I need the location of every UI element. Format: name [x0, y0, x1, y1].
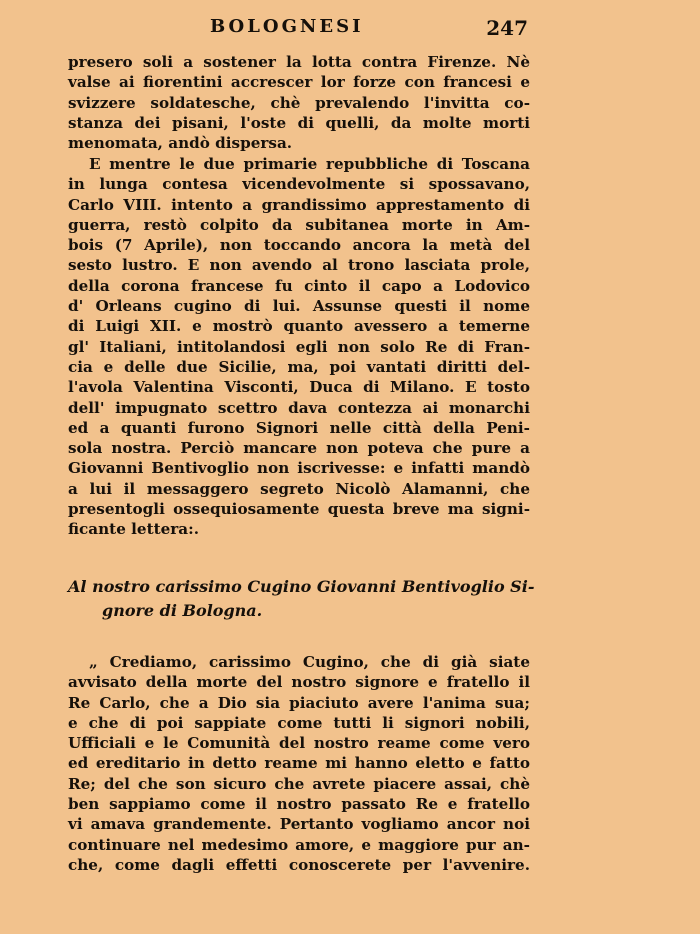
text-line: in lunga contesa vicendevolmente si spossavano, — [68, 175, 530, 194]
text-line: bois (7 Aprile), non toccando ancora la metà del — [68, 236, 530, 255]
text-line: ed ereditario in detto reame mi hanno eletto e fatto — [68, 754, 530, 773]
text-line: che, come dagli effetti conoscerete per l'avvenire. — [68, 855, 530, 874]
text-line: gl' Italiani, intitolandosi egli non solo Re di Fran- — [68, 337, 530, 356]
text-line: „ Crediamo, carissimo Cugino, che di già siate — [89, 653, 530, 671]
text-line: menomata, andò dispersa. — [68, 134, 293, 153]
text-line: guerra, restò colpito da subitanea morte in Am- — [68, 215, 530, 234]
text-line: valse ai fiorentini accrescer lor forze con francesi e — [68, 73, 530, 92]
text-line: Re Carlo, che a Dio sia piaciuto avere l'anima sua; — [68, 693, 530, 712]
text-line: l'avola Valentina Visconti, Duca di Milano. E tosto — [68, 378, 530, 397]
text-line: presero soli a sostener la lotta contra Firenze. Nè — [68, 53, 530, 71]
letter-heading-line: Al nostro carissimo Cugino Giovanni Bentivoglio Si- — [68, 577, 535, 596]
text-line: a lui il messaggero segreto Nicolò Alamanni, che — [68, 479, 530, 498]
letter-body — [68, 652, 530, 875]
text-line: Carlo VIII. intento a grandissimo apprestamento di — [68, 195, 530, 214]
text-line: Giovanni Bentivoglio non iscrivesse: e infatti mandò — [68, 459, 530, 478]
text-line: della corona francese fu cinto il capo a Lodovico — [68, 276, 530, 295]
paragraph-continued — [68, 52, 530, 153]
text-line: svizzere soldatesche, chè prevalendo l'invitta co- — [68, 93, 530, 112]
text-line: E mentre le due primarie repubbliche di Toscana — [89, 155, 530, 173]
text-line: sesto lustro. E non avendo al trono lasciata prole, — [68, 256, 530, 275]
text-line: continuare nel medesimo amore, e maggiore pur an- — [68, 835, 530, 854]
text-line: vi amava grandemente. Pertanto vogliamo ancor noi — [68, 815, 530, 834]
text-line: sola nostra. Perciò mancare non poteva che pure a — [68, 439, 530, 458]
text-line: ed a quanti furono Signori nelle città della Peni- — [68, 418, 530, 437]
text-line: di Luigi XII. e mostrò quanto avessero a temerne — [68, 317, 530, 336]
text-line: Re; del che son sicuro che avrete piacere assai, chè — [68, 774, 530, 793]
text-line: stanza dei pisani, l'oste di quelli, da molte morti — [68, 113, 530, 132]
text-line: dell' impugnato scettro dava contezza ai monarchi — [68, 398, 530, 417]
text-line: Ufficiali e le Comunità del nostro reame come vero — [68, 734, 530, 753]
text-line: ficante lettera:. — [68, 520, 199, 539]
text-line: avvisato della morte del nostro signore e fratello il — [68, 673, 530, 692]
text-line: presentogli ossequiosamente questa breve ma signi- — [68, 500, 530, 519]
running-head — [68, 16, 528, 42]
letter-heading-line: gnore di Bologna. — [102, 601, 263, 620]
text-line: d' Orleans cugino di lui. Assunse questi il nome — [68, 297, 530, 316]
text-line: cia e delle due Sicilie, ma, poi vantati diritti del- — [68, 357, 530, 376]
page-number: 247 — [486, 16, 528, 40]
paragraph-main — [68, 154, 530, 540]
text-line: e che di poi sappiate come tutti li signori nobili, — [68, 713, 530, 732]
running-title: BOLOGNESI — [210, 16, 364, 37]
text-line: ben sappiamo come il nostro passato Re e fratello — [68, 795, 530, 814]
letter-heading — [68, 575, 535, 623]
